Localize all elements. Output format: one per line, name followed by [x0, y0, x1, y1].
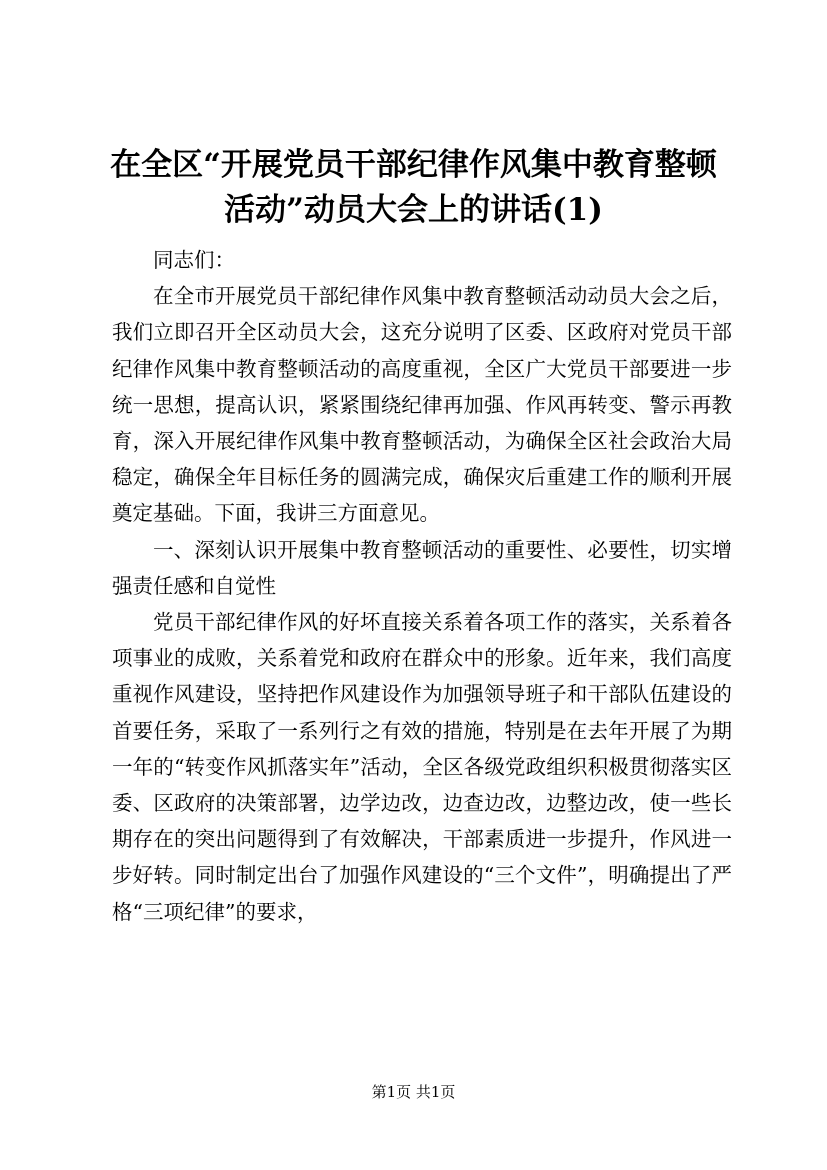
document-title [100, 143, 727, 233]
section-heading: 一、深刻认识开展集中教育整顿活动的重要性、必要性，切实增强责任感和自觉性 [112, 537, 732, 598]
title-line-2: 活动”动员大会上的讲话(1) [224, 192, 603, 228]
page-footer: 第1页 共1页 [371, 1083, 456, 1101]
paragraph: 在全市开展党员干部纪律作风集中教育整顿活动动员大会之后，我们立即召开全区动员大会，这充分说明了区委、区政府对党员干部纪律作风集中教育整顿活动的高度重视，全区广大党员干部要进一步统一思想，提高认识，紧紧围绕纪律再加强、作风再转变、警示再教育，深入开展纪律作风集中教育整顿活动，为确保全区社会政治大局稳定，确保全年目标任务的圆满完成，确保灾后重建工作的顺利开展奠定基础。下面，我讲三方面意见。 [112, 284, 732, 526]
paragraph: 党员干部纪律作风的好坏直接关系着各项工作的落实，关系着各项事业的成败，关系着党和政府在群众中的形象。近年来，我们高度重视作风建设，坚持把作风建设作为加强领导班子和干部队伍建设的首要任务，采取了一系列行之有效的措施，特别是在去年开展了为期一年的“转变作风抓落实年”活动，全区各级党政组织积极贯彻落实区委、区政府的决策部署，边学边改，边查边改，边整边改，使一些长期存在的突出问题得到了有效解决，干部素质进一步提升，作风进一步好转。同时制定出台了加强作风建设的“三个文件”，明确提出了严格“三项纪律”的要求， [112, 610, 732, 924]
salutation: 同志们： [153, 248, 235, 272]
title-line-1: 在全区“开展党员干部纪律作风集中教育整顿 [110, 147, 717, 183]
document-body [112, 242, 732, 930]
